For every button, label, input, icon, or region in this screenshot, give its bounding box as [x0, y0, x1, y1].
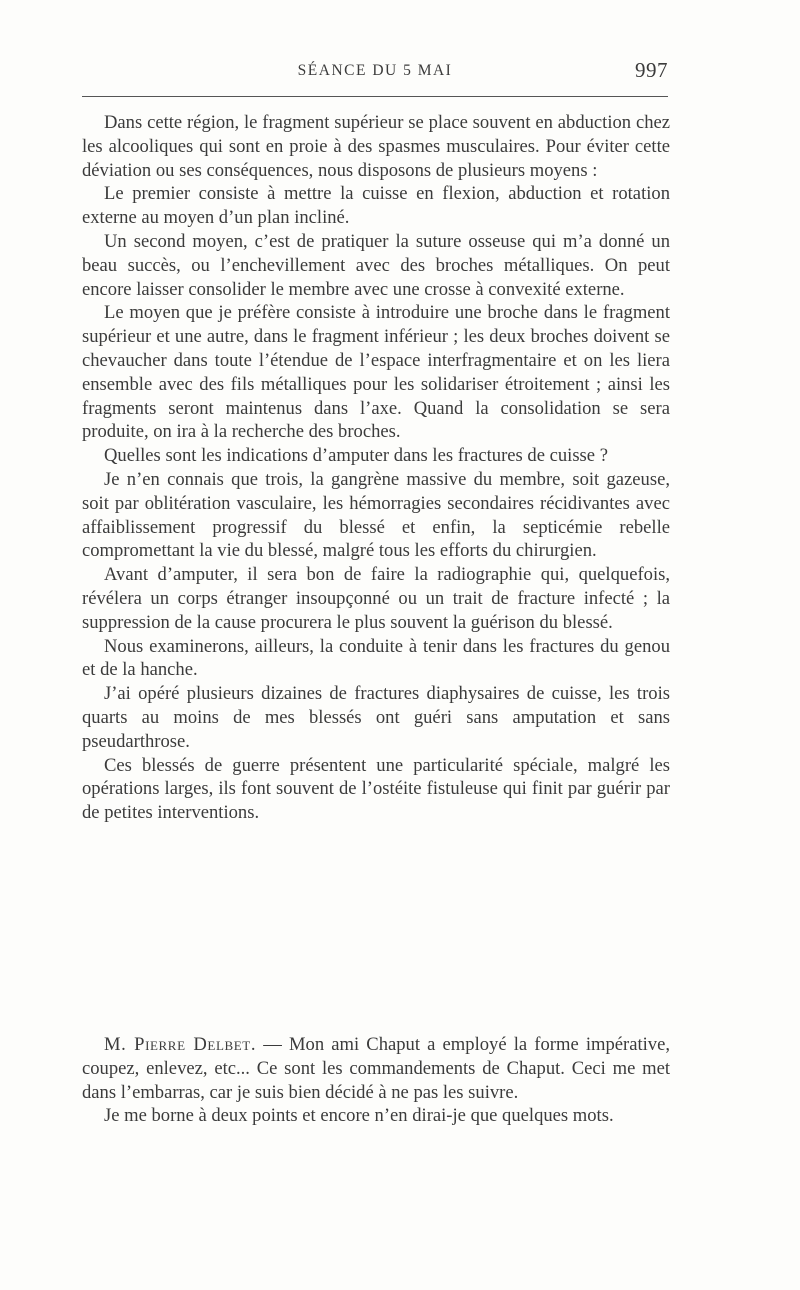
paragraph-6: Je n’en connais que trois, la gangrène massive du membre, soit gazeuse, soit par oblitération vasculaire, les hémorragies secondaires récidivantes avec affaiblissement progressif du blessé et enfin, la septicémie rebelle compromettant la vie du blessé, malgré tous les efforts du chirurgien. — [82, 468, 670, 562]
running-head — [82, 58, 668, 84]
paragraph-7: Avant d’amputer, il sera bon de faire la radiographie qui, quelquefois, révélera un corps étranger insoupçonné ou un trait de fracture infecté ; la suppression de la cause procurera le plus souvent la guérison du blessé. — [82, 564, 670, 633]
header-rule — [82, 96, 668, 97]
page-number: 997 — [635, 58, 668, 82]
paragraph-9: J’ai opéré plusieurs dizaines de fractures diaphysaires de cuisse, les trois quarts au moins de mes blessés ont guéri sans amputation et sans pseudarthrose. — [82, 683, 670, 752]
delbet-paragraph-2: Je me borne à deux points et encore n’en dirai-je que quelques mots. — [104, 1105, 614, 1127]
body-text — [82, 111, 670, 825]
paragraph-3: Un second moyen, c’est de pratiquer la suture osseuse qui m’a donné un beau succès, ou l’enchevillement avec des broches métalliques. On peut encore laisser consolider le membre avec une crosse à convexité externe. — [82, 230, 670, 300]
delbet-paragraph-1 — [82, 1033, 670, 1104]
paragraph-5: Quelles sont les indications d’amputer dans les fractures de cuisse ? — [104, 445, 608, 467]
paragraph-1: Dans cette région, le fragment supérieur se place souvent en abduction chez les alcooliques qui sont en proie à des spasmes musculaires. Pour éviter cette déviation ou ses conséquences, nous disposons de plusieurs moyens : — [82, 112, 670, 181]
paragraph-2: Le premier consiste à mettre la cuisse en flexion, abduction et rotation externe au moyen d’un plan incliné. — [82, 183, 670, 229]
delbet-section — [82, 1033, 670, 1128]
speaker-name: M. Pierre Delbet. — [104, 1034, 257, 1055]
paragraph-4: Le moyen que je préfère consiste à introduire une broche dans le fragment supérieur et une autre, dans le fragment inférieur ; les deux broches doivent se chevaucher dans toute l’étendue de l’espace interfragmentaire et on les liera ensemble avec des fils métalliques pour les solidariser étroitement ; ainsi les fragments seront maintenus dans l’axe. Quand la consolidation se sera produite, on ira à la recherche des broches. — [82, 302, 670, 443]
paragraph-8: Nous examinerons, ailleurs, la conduite à tenir dans les fractures du genou et de la hanche. — [82, 635, 670, 681]
delbet-paragraph-1-text: — Mon ami Chaput a employé la forme impérative, coupez, enlevez, etc... Ce sont les commandements de Chaput. Ceci me met dans l’embarras, car je suis bien décidé à ne pas les suivre. — [82, 1034, 670, 1103]
paragraph-10: Ces blessés de guerre présentent une particularité spéciale, malgré les opérations larges, ils font souvent de l’ostéite fistuleuse qui finit par guérir par de petites interventions. — [82, 754, 670, 824]
running-title: SÉANCE DU 5 MAI — [297, 62, 453, 79]
